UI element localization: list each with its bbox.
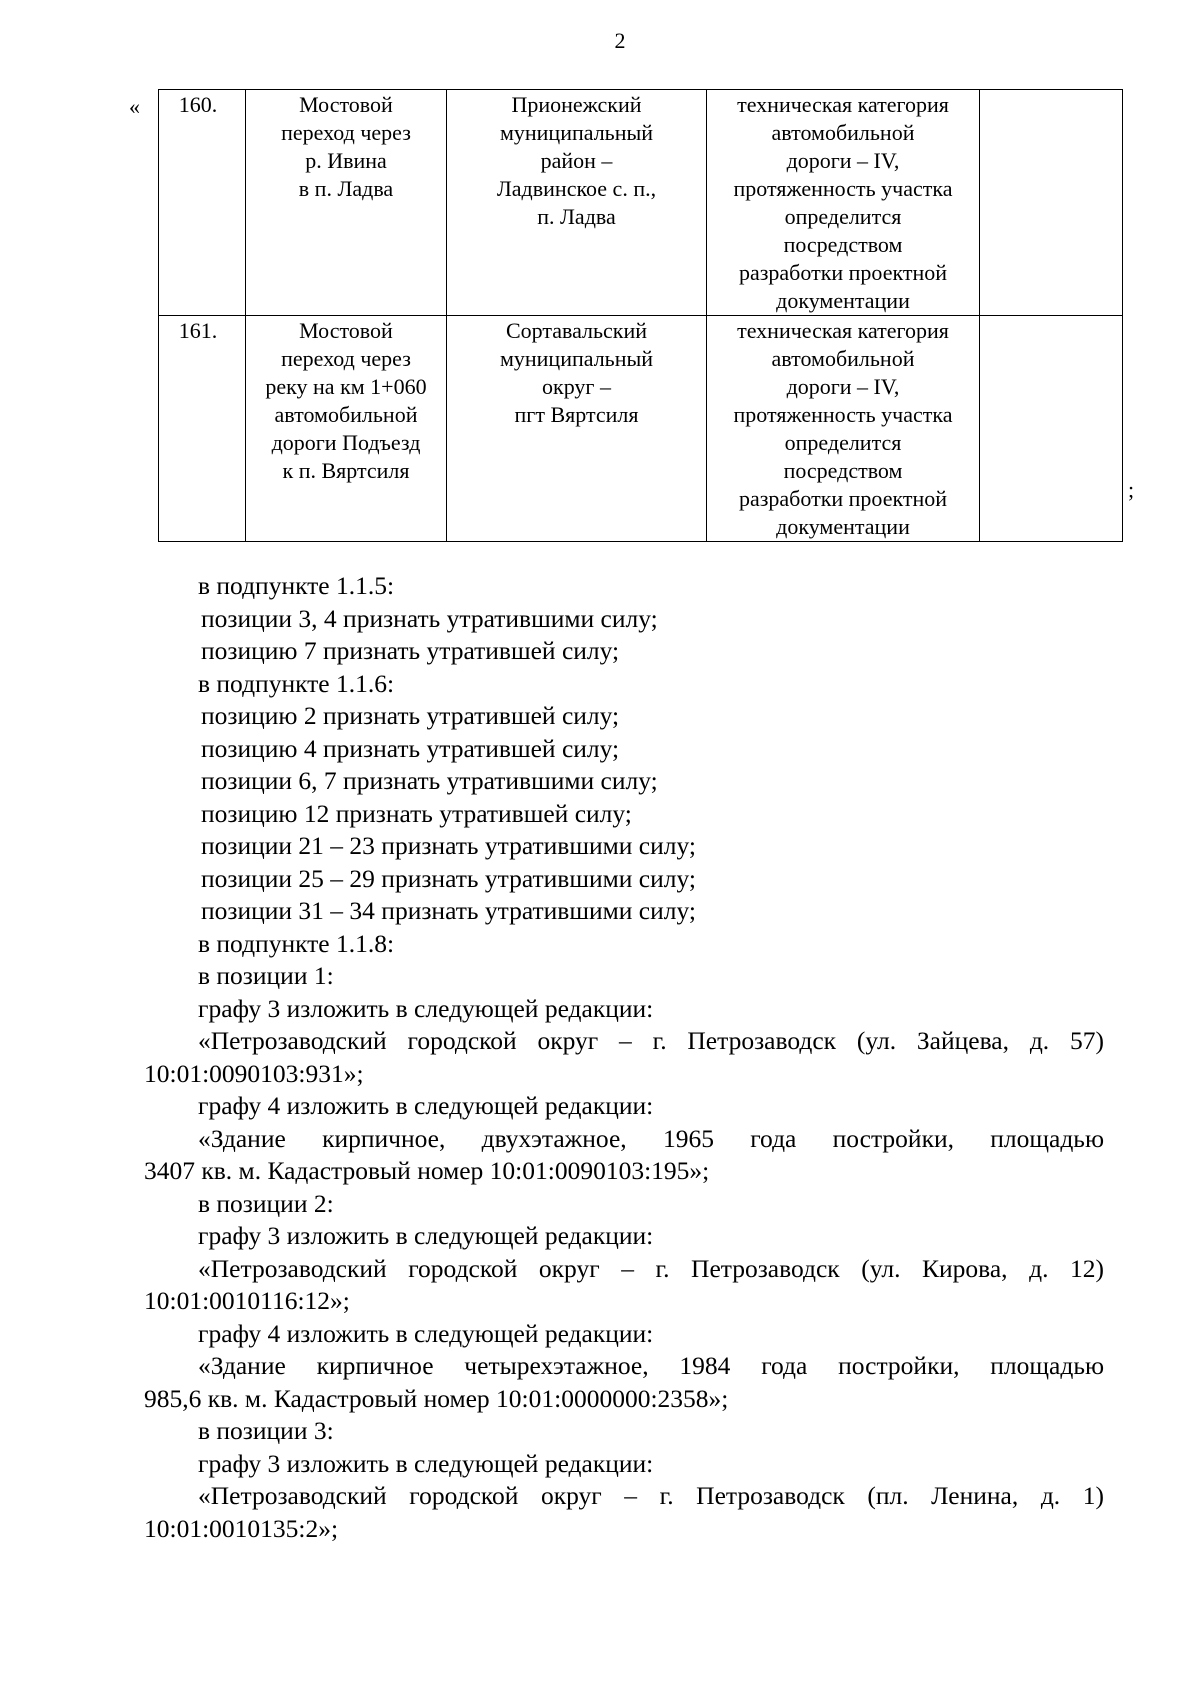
object-name-line: дороги Подъезд xyxy=(271,430,421,455)
paragraph: графу 3 изложить в следующей редакции: xyxy=(198,993,654,1023)
paragraph: графу 4 изложить в следующей редакции: xyxy=(198,1091,654,1120)
paragraph: 3407 кв. м. Кадастровый номер 10:01:0090103:195»; xyxy=(144,1156,710,1185)
paragraph: «Здание кирпичное четырехэтажное, 1984 года постройки, площадью xyxy=(198,1351,1104,1380)
row-number: 161. xyxy=(178,318,218,343)
object-name-line: переход через xyxy=(281,346,411,371)
row-number: 160. xyxy=(178,92,218,117)
table-end-semicolon: ; xyxy=(1128,477,1135,502)
description-line: документации xyxy=(776,288,910,313)
paragraph: в подпункте 1.1.8: xyxy=(198,928,395,958)
paragraph: позицию 2 признать утратившей силу; xyxy=(201,701,620,730)
row-number-cell xyxy=(159,90,246,316)
description-line: посредством xyxy=(783,232,903,257)
amendment-table xyxy=(158,89,1123,542)
page-number: 2 xyxy=(614,28,626,53)
description-line: посредством xyxy=(783,458,903,483)
description-line: протяженность участка xyxy=(733,402,953,427)
paragraph: в позиции 1: xyxy=(198,961,334,990)
object-name-cell xyxy=(246,316,447,542)
object-name-line: р. Ивина xyxy=(305,148,387,173)
paragraph: в позиции 3: xyxy=(198,1416,334,1445)
row-number-cell xyxy=(159,316,246,542)
description-line: протяженность участка xyxy=(733,176,953,201)
paragraph: 10:01:0010116:12»; xyxy=(144,1286,350,1315)
location-cell xyxy=(447,90,707,316)
description-line: дороги – IV, xyxy=(786,148,900,173)
description-line: техническая категория xyxy=(737,318,949,343)
paragraph: «Петрозаводский городской округ – г. Петрозаводск (ул. Кирова, д. 12) xyxy=(198,1253,1104,1283)
description-line: техническая категория xyxy=(737,92,949,117)
paragraph: графу 3 изложить в следующей редакции: xyxy=(198,1221,654,1250)
object-name-cell xyxy=(246,90,447,316)
paragraph: позиции 3, 4 признать утратившими силу; xyxy=(201,603,658,633)
paragraph: позиции 25 – 29 признать утратившими силу; xyxy=(201,863,696,893)
paragraph: позиции 31 – 34 признать утратившими силу; xyxy=(201,896,696,925)
description-line: разработки проектной xyxy=(738,260,948,285)
object-name-line: автомобильной xyxy=(274,402,418,427)
table-row xyxy=(159,316,1123,542)
paragraph: в подпункте 1.1.5: xyxy=(198,571,395,600)
location-line: Ладвинское с. п., xyxy=(496,176,657,201)
empty-cell xyxy=(980,316,1123,542)
paragraph: «Петрозаводский городской округ – г. Петрозаводск (пл. Ленина, д. 1) xyxy=(198,1481,1104,1510)
paragraph: в позиции 2: xyxy=(198,1188,334,1218)
paragraph: «Здание кирпичное, двухэтажное, 1965 года постройки, площадью xyxy=(198,1123,1104,1153)
description-cell xyxy=(707,90,980,316)
location-line: муниципальный xyxy=(499,346,654,371)
paragraph: «Петрозаводский городской округ – г. Петрозаводск (ул. Зайцева, д. 57) xyxy=(198,1026,1104,1055)
object-name-line: в п. Ладва xyxy=(298,176,394,201)
object-name-line: Мостовой xyxy=(299,318,393,343)
description-line: разработки проектной xyxy=(738,486,948,511)
object-name-line: Мостовой xyxy=(299,92,393,117)
paragraph: позицию 4 признать утратившей силу; xyxy=(201,733,620,763)
paragraph: 10:01:0010135:2»; xyxy=(144,1513,339,1543)
description-line: автомобильной xyxy=(771,346,915,371)
opening-quote-mark: « xyxy=(129,94,140,119)
paragraph: 985,6 кв. м. Кадастровый номер 10:01:0000000:2358»; xyxy=(144,1383,729,1413)
description-line: документации xyxy=(776,514,910,539)
object-name-line: к п. Вяртсиля xyxy=(282,458,410,483)
paragraph: 10:01:0090103:931»; xyxy=(144,1058,364,1088)
amendment-text xyxy=(144,570,1104,1545)
object-name-line: переход через xyxy=(281,120,411,145)
location-line: пгт Вяртсиля xyxy=(514,402,639,427)
location-line: округ – xyxy=(542,374,611,399)
object-name-line: реку на км 1+060 xyxy=(265,374,427,399)
description-line: дороги – IV, xyxy=(786,374,900,399)
location-line: п. Ладва xyxy=(537,204,616,229)
location-line: Сортавальский xyxy=(505,318,648,343)
paragraph: графу 3 изложить в следующей редакции: xyxy=(198,1448,654,1478)
paragraph: позиции 6, 7 признать утратившими силу; xyxy=(201,766,658,795)
paragraph: в подпункте 1.1.6: xyxy=(198,668,395,698)
table-row xyxy=(159,90,1123,316)
location-cell xyxy=(447,316,707,542)
description-line: автомобильной xyxy=(771,120,915,145)
paragraph: графу 4 изложить в следующей редакции: xyxy=(198,1318,654,1348)
location-line: муниципальный xyxy=(499,120,654,145)
paragraph: позицию 7 признать утратившей силу; xyxy=(201,636,620,665)
paragraph: позицию 12 признать утратившей силу; xyxy=(201,798,632,828)
location-line: район – xyxy=(540,148,613,173)
description-line: определится xyxy=(784,430,902,455)
location-line: Прионежский xyxy=(511,92,642,117)
paragraph: позиции 21 – 23 признать утратившими силу; xyxy=(201,831,696,860)
description-line: определится xyxy=(784,204,902,229)
empty-cell xyxy=(980,90,1123,316)
description-cell xyxy=(707,316,980,542)
